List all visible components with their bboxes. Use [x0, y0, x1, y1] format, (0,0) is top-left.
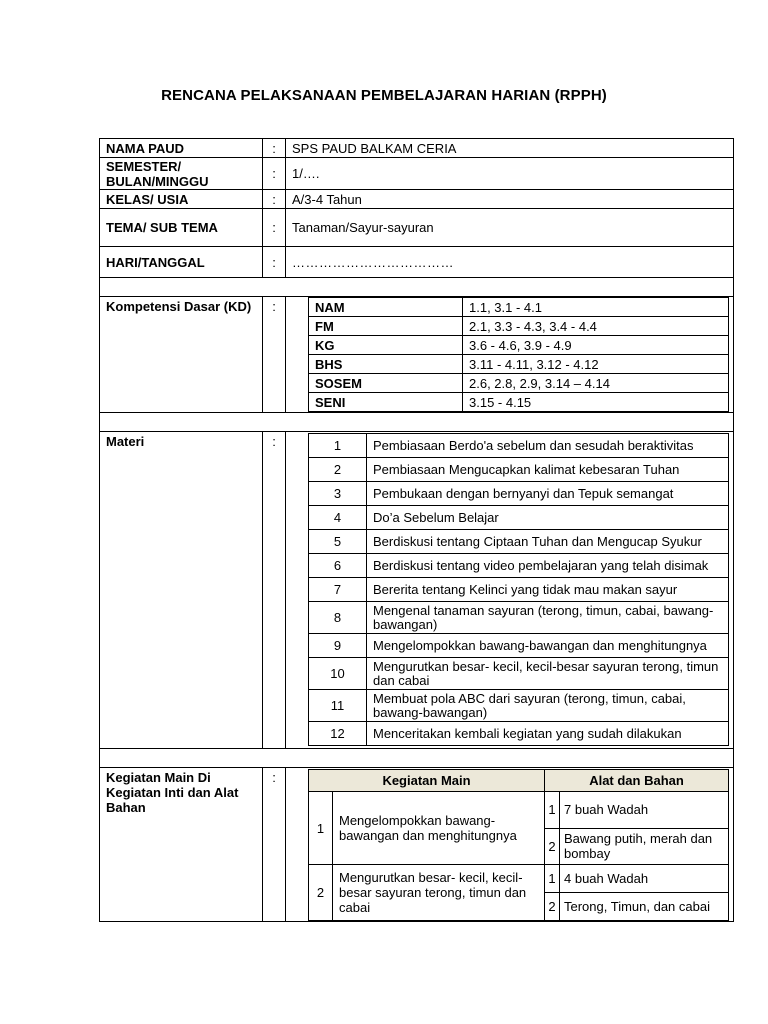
kd-value: 3.6 - 4.6, 3.9 - 4.9	[463, 336, 729, 355]
kegiatan-no: 2	[309, 865, 333, 921]
alat-text: Bawang putih, merah dan bombay	[560, 828, 729, 864]
materi-no: 6	[309, 554, 367, 578]
kegiatan-row	[100, 768, 734, 922]
kd-value: 3.11 - 4.11, 3.12 - 4.12	[463, 355, 729, 374]
colon: :	[263, 768, 286, 922]
alat-item	[545, 865, 728, 892]
materi-text: Bererita tentang Kelinci yang tidak mau makan sayur	[367, 578, 729, 602]
materi-text: Membuat pola ABC dari sayuran (terong, timun, cabai, bawang-bawangan)	[367, 690, 729, 722]
materi-text: Berdiskusi tentang Ciptaan Tuhan dan Mengucap Syukur	[367, 530, 729, 554]
info-row-hari-tanggal	[100, 247, 734, 278]
materi-text: Do’a Sebelum Belajar	[367, 506, 729, 530]
kd-value: 3.15 - 4.15	[463, 393, 729, 412]
kd-row	[100, 297, 734, 413]
kd-aspect: SOSEM	[309, 374, 463, 393]
kegiatan-no: 1	[309, 792, 333, 865]
materi-row	[100, 432, 734, 749]
alat-no: 2	[545, 828, 560, 864]
info-value: Tanaman/Sayur-sayuran	[286, 209, 734, 247]
kd-item	[309, 298, 729, 317]
kegiatan-main-text: Mengelompokkan bawang-bawangan dan menghitungnya	[333, 792, 545, 865]
colon: :	[263, 297, 286, 413]
materi-no: 11	[309, 690, 367, 722]
alat-text: Terong, Timun, dan cabai	[560, 892, 729, 920]
materi-no: 9	[309, 634, 367, 658]
materi-item	[309, 554, 729, 578]
info-label: NAMA PAUD	[100, 139, 263, 158]
alat-no: 1	[545, 792, 560, 828]
materi-item	[309, 658, 729, 690]
materi-item	[309, 506, 729, 530]
colon: :	[263, 158, 286, 190]
materi-text: Mengurutkan besar- kecil, kecil-besar sayuran terong, timun dan cabai	[367, 658, 729, 690]
materi-no: 4	[309, 506, 367, 530]
kegiatan-table	[308, 769, 729, 921]
materi-no: 2	[309, 458, 367, 482]
spacer-row	[100, 749, 734, 768]
colon: :	[263, 139, 286, 158]
materi-item	[309, 578, 729, 602]
info-label: TEMA/ SUB TEMA	[100, 209, 263, 247]
alat-bahan-list	[545, 865, 728, 920]
kd-item	[309, 393, 729, 412]
materi-text: Berdiskusi tentang video pembelajaran yang telah disimak	[367, 554, 729, 578]
kd-item	[309, 355, 729, 374]
spacer-row	[100, 278, 734, 297]
info-label: HARI/TANGGAL	[100, 247, 263, 278]
rpph-table	[99, 138, 734, 922]
materi-item	[309, 690, 729, 722]
colon: :	[263, 247, 286, 278]
alat-bahan-list	[545, 792, 728, 864]
info-row-semester	[100, 158, 734, 190]
info-value: 1/….	[286, 158, 734, 190]
kegiatan-item	[309, 865, 729, 921]
materi-text: Pembiasaan Berdo'a sebelum dan sesudah beraktivitas	[367, 434, 729, 458]
kegiatan-label: Kegiatan Main Di Kegiatan Inti dan Alat Bahan	[100, 768, 263, 922]
kd-value: 2.1, 3.3 - 4.3, 3.4 - 4.4	[463, 317, 729, 336]
alat-text: 7 buah Wadah	[560, 792, 729, 828]
info-row-tema	[100, 209, 734, 247]
kegiatan-item	[309, 792, 729, 865]
colon: :	[263, 432, 286, 749]
materi-text: Pembiasaan Mengucapkan kalimat kebesaran Tuhan	[367, 458, 729, 482]
materi-table	[308, 433, 729, 746]
kd-item	[309, 336, 729, 355]
materi-label: Materi	[100, 432, 263, 749]
materi-item	[309, 530, 729, 554]
alat-item	[545, 792, 728, 828]
kd-aspect: KG	[309, 336, 463, 355]
info-value: A/3-4 Tahun	[286, 190, 734, 209]
spacer-row	[100, 413, 734, 432]
alat-item	[545, 828, 728, 864]
kd-aspect: BHS	[309, 355, 463, 374]
materi-item	[309, 602, 729, 634]
materi-no: 7	[309, 578, 367, 602]
materi-item	[309, 634, 729, 658]
materi-item	[309, 482, 729, 506]
kegiatan-main-header: Kegiatan Main	[309, 770, 545, 792]
materi-item	[309, 434, 729, 458]
materi-no: 10	[309, 658, 367, 690]
kd-aspect: SENI	[309, 393, 463, 412]
materi-text: Mengelompokkan bawang-bawangan dan menghitungnya	[367, 634, 729, 658]
info-value: SPS PAUD BALKAM CERIA	[286, 139, 734, 158]
kd-item	[309, 374, 729, 393]
info-row-nama-paud	[100, 139, 734, 158]
colon: :	[263, 190, 286, 209]
alat-bahan-header: Alat dan Bahan	[545, 770, 729, 792]
alat-no: 2	[545, 892, 560, 920]
kd-label: Kompetensi Dasar (KD)	[100, 297, 263, 413]
kd-value: 1.1, 3.1 - 4.1	[463, 298, 729, 317]
info-value: ………………………………	[286, 247, 734, 278]
kd-item	[309, 317, 729, 336]
kd-aspect: FM	[309, 317, 463, 336]
info-label: KELAS/ USIA	[100, 190, 263, 209]
alat-text: 4 buah Wadah	[560, 865, 729, 892]
materi-no: 5	[309, 530, 367, 554]
document-title: RENCANA PELAKSANAAN PEMBELAJARAN HARIAN (RPPH)	[161, 87, 607, 104]
materi-item	[309, 458, 729, 482]
materi-text: Menceritakan kembali kegiatan yang sudah dilakukan	[367, 722, 729, 746]
colon: :	[263, 209, 286, 247]
kd-table	[308, 297, 729, 412]
materi-item	[309, 722, 729, 746]
materi-no: 8	[309, 602, 367, 634]
rpph-table-frame	[99, 138, 733, 915]
kd-aspect: NAM	[309, 298, 463, 317]
materi-no: 3	[309, 482, 367, 506]
alat-item	[545, 892, 728, 920]
kd-value: 2.6, 2.8, 2.9, 3.14 – 4.14	[463, 374, 729, 393]
materi-no: 12	[309, 722, 367, 746]
materi-text: Pembukaan dengan bernyanyi dan Tepuk semangat	[367, 482, 729, 506]
kegiatan-main-text: Mengurutkan besar- kecil, kecil-besar sayuran terong, timun dan cabai	[333, 865, 545, 921]
info-label: SEMESTER/ BULAN/MINGGU	[100, 158, 263, 190]
info-row-kelas	[100, 190, 734, 209]
materi-text: Mengenal tanaman sayuran (terong, timun, cabai, bawang-bawangan)	[367, 602, 729, 634]
materi-no: 1	[309, 434, 367, 458]
alat-no: 1	[545, 865, 560, 892]
